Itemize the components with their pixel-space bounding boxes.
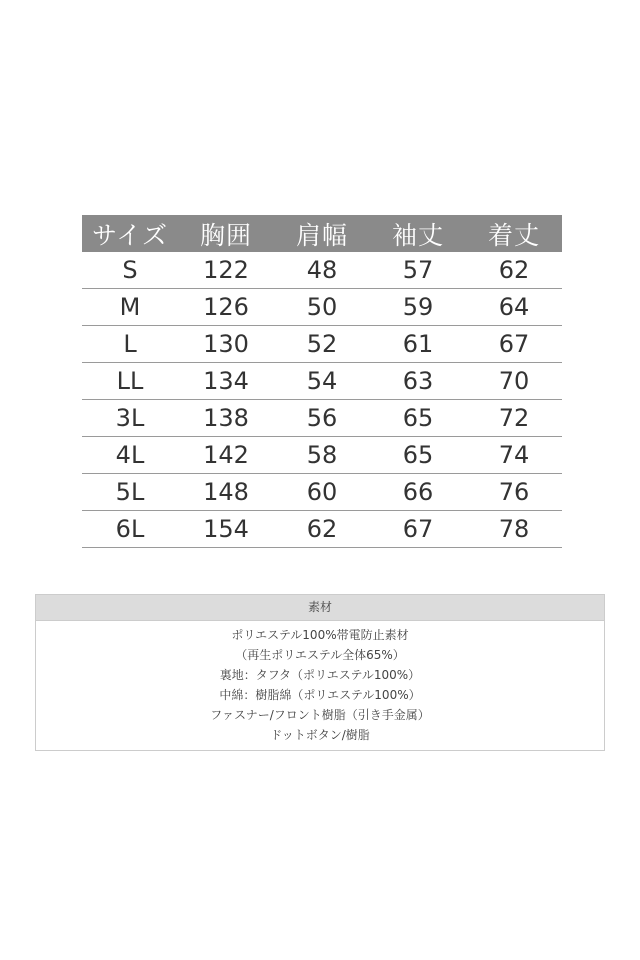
cell-shoulder: 54	[274, 363, 370, 400]
cell-length: 72	[466, 400, 562, 437]
cell-chest: 122	[178, 252, 274, 289]
cell-sleeve: 57	[370, 252, 466, 289]
cell-chest: 134	[178, 363, 274, 400]
header-shoulder: 肩幅	[274, 215, 370, 252]
size-chart-header-row	[82, 215, 562, 252]
table-row	[82, 400, 562, 437]
table-row	[82, 511, 562, 548]
cell-sleeve: 61	[370, 326, 466, 363]
material-line: ドットボタン/樹脂	[270, 728, 370, 742]
cell-shoulder: 52	[274, 326, 370, 363]
table-row	[82, 363, 562, 400]
material-line: 裏地：タフタ（ポリエステル100%）	[219, 668, 421, 682]
cell-chest: 130	[178, 326, 274, 363]
header-chest: 胸囲	[178, 215, 274, 252]
table-row	[82, 326, 562, 363]
cell-size: S	[82, 252, 178, 289]
cell-length: 74	[466, 437, 562, 474]
cell-size: 3L	[82, 400, 178, 437]
cell-sleeve: 66	[370, 474, 466, 511]
cell-size: 5L	[82, 474, 178, 511]
material-line: 中綿：樹脂綿（ポリエステル100%）	[219, 688, 421, 702]
cell-shoulder: 48	[274, 252, 370, 289]
table-row	[82, 437, 562, 474]
cell-size: L	[82, 326, 178, 363]
cell-length: 78	[466, 511, 562, 548]
table-row	[82, 252, 562, 289]
size-chart-table	[82, 215, 562, 548]
cell-size: LL	[82, 363, 178, 400]
cell-size: 6L	[82, 511, 178, 548]
cell-sleeve: 65	[370, 437, 466, 474]
material-line: （再生ポリエステル全体65%）	[235, 648, 405, 662]
header-size: サイズ	[82, 215, 178, 252]
material-info-box	[35, 594, 605, 751]
cell-size: M	[82, 289, 178, 326]
cell-length: 62	[466, 252, 562, 289]
material-title: 素材	[36, 595, 604, 621]
table-row	[82, 289, 562, 326]
cell-shoulder: 58	[274, 437, 370, 474]
cell-size: 4L	[82, 437, 178, 474]
header-length: 着丈	[466, 215, 562, 252]
cell-length: 67	[466, 326, 562, 363]
cell-length: 70	[466, 363, 562, 400]
cell-sleeve: 65	[370, 400, 466, 437]
cell-shoulder: 50	[274, 289, 370, 326]
header-sleeve: 袖丈	[370, 215, 466, 252]
cell-length: 76	[466, 474, 562, 511]
cell-chest: 126	[178, 289, 274, 326]
cell-shoulder: 60	[274, 474, 370, 511]
cell-sleeve: 67	[370, 511, 466, 548]
cell-shoulder: 56	[274, 400, 370, 437]
cell-chest: 142	[178, 437, 274, 474]
table-row	[82, 474, 562, 511]
cell-shoulder: 62	[274, 511, 370, 548]
cell-sleeve: 63	[370, 363, 466, 400]
cell-sleeve: 59	[370, 289, 466, 326]
material-line: ポリエステル100%帯電防止素材	[231, 628, 409, 642]
cell-chest: 154	[178, 511, 274, 548]
material-line: ファスナー/フロント樹脂（引き手金属）	[210, 708, 430, 722]
cell-chest: 138	[178, 400, 274, 437]
cell-chest: 148	[178, 474, 274, 511]
material-details	[36, 621, 604, 750]
cell-length: 64	[466, 289, 562, 326]
